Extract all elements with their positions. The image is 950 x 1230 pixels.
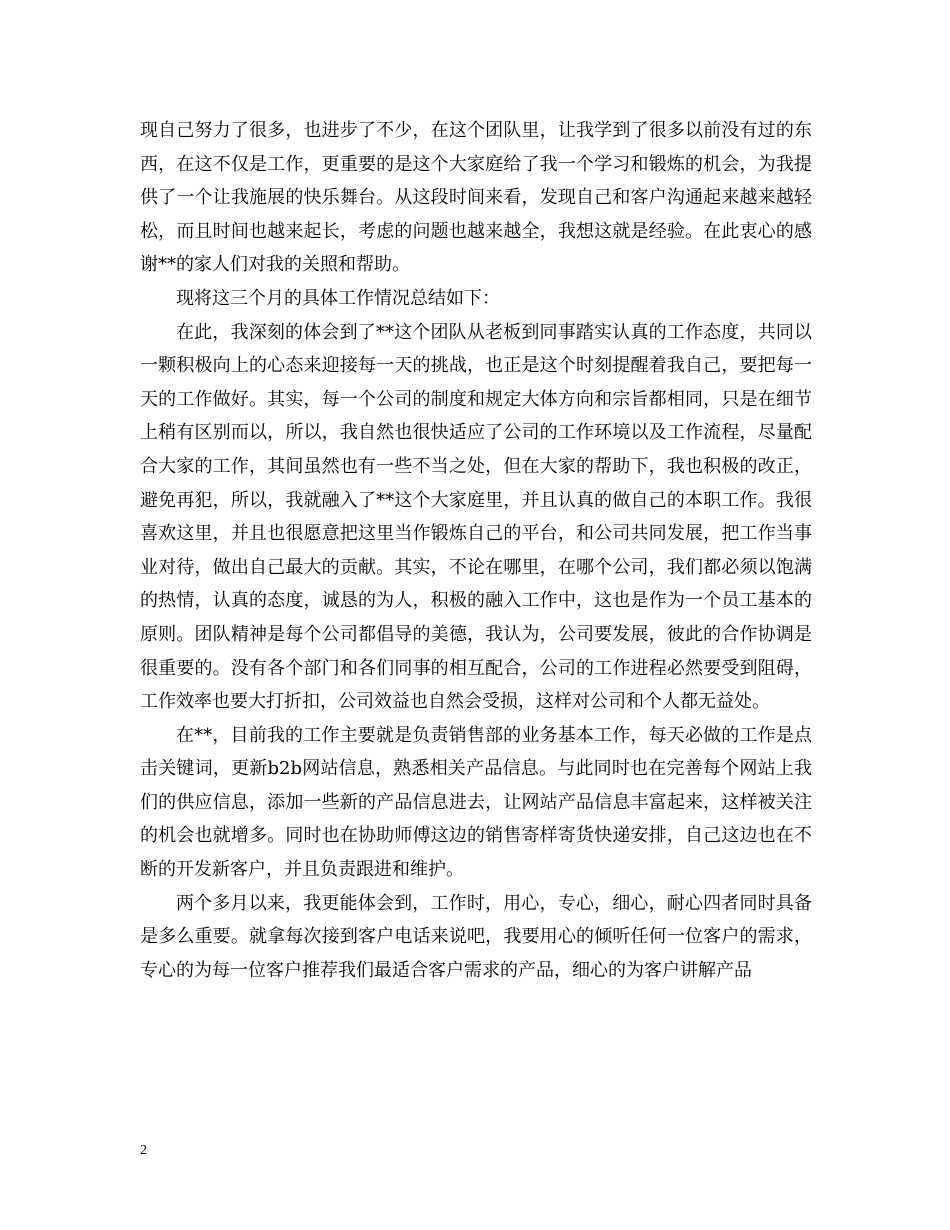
- document-body: [140, 114, 812, 987]
- paragraph-4: 在**，目前我的工作主要就是负责销售部的业务基本工作，每天必做的工作是点击关键词，更新b2b网站信息，熟悉相关产品信息。与此同时也在完善每个网站上我们的供应信息，添加一些新的产品信息进去，让网站产品信息丰富起来，这样被关注的机会也就增多。同时也在协助师傅这边的销售寄样寄货快递安排，自己这边也在不断的开发新客户，并且负责跟进和维护。: [140, 724, 812, 881]
- paragraph-2: 现将这三个月的具体工作情况总结如下：: [176, 287, 500, 309]
- paragraph-3: 在此，我深刻的体会到了**这个团队从老板到同事踏实认真的工作态度，共同以一颗积极向上的心态来迎接每一天的挑战，也正是这个时刻提醒着我自己，要把每一天的工作做好。其实，每一个公司的制度和规定大体方向和宗旨都相同，只是在细节上稍有区别而以，所以，我自然也很快适应了公司的工作环境以及工作流程，尽量配合大家的工作，其间虽然也有一些不当之处，但在大家的帮助下，我也积极的改正，避免再犯，所以，我就融入了**这个大家庭里，并且认真的做自己的本职工作。我很喜欢这里，并且也很愿意把这里当作锻炼自己的平台，和公司共同发展，把工作当事业对待，做出自己最大的贡献。其实，不论在哪里，在哪个公司，我们都必须以饱满的热情，认真的态度，诚恳的为人，积极的融入工作中，这也是作为一个员工基本的原则。团队精神是每个公司都倡导的美德，我认为，公司要发展，彼此的合作协调是很重要的。没有各个部门和各们同事的相互配合，公司的工作进程必然要受到阻碍，工作效率也要大打折扣，公司效益也自然会受损，这样对公司和个人都无益处。: [140, 321, 812, 713]
- paragraph-5: 两个多月以来，我更能体会到，工作时，用心，专心，细心，耐心四者同时具备是多么重要。就拿每次接到客户电话来说吧，我要用心的倾听任何一位客户的需求，专心的为每一位客户推荐我们最适合客户需求的产品，细心的为客户讲解产品: [140, 892, 812, 981]
- paragraph-1: 现自己努力了很多，也进步了不少，在这个团队里，让我学到了很多以前没有过的东西，在这不仅是工作，更重要的是这个大家庭给了我一个学习和锻炼的机会，为我提供了一个让我施展的快乐舞台。从这段时间来看，发现自己和客户沟通起来越来越轻松，而且时间也越来起长，考虑的问题也越来越全，我想这就是经验。在此衷心的感谢**的家人们对我的关照和帮助。: [140, 120, 812, 276]
- page-number: 2: [140, 1143, 147, 1158]
